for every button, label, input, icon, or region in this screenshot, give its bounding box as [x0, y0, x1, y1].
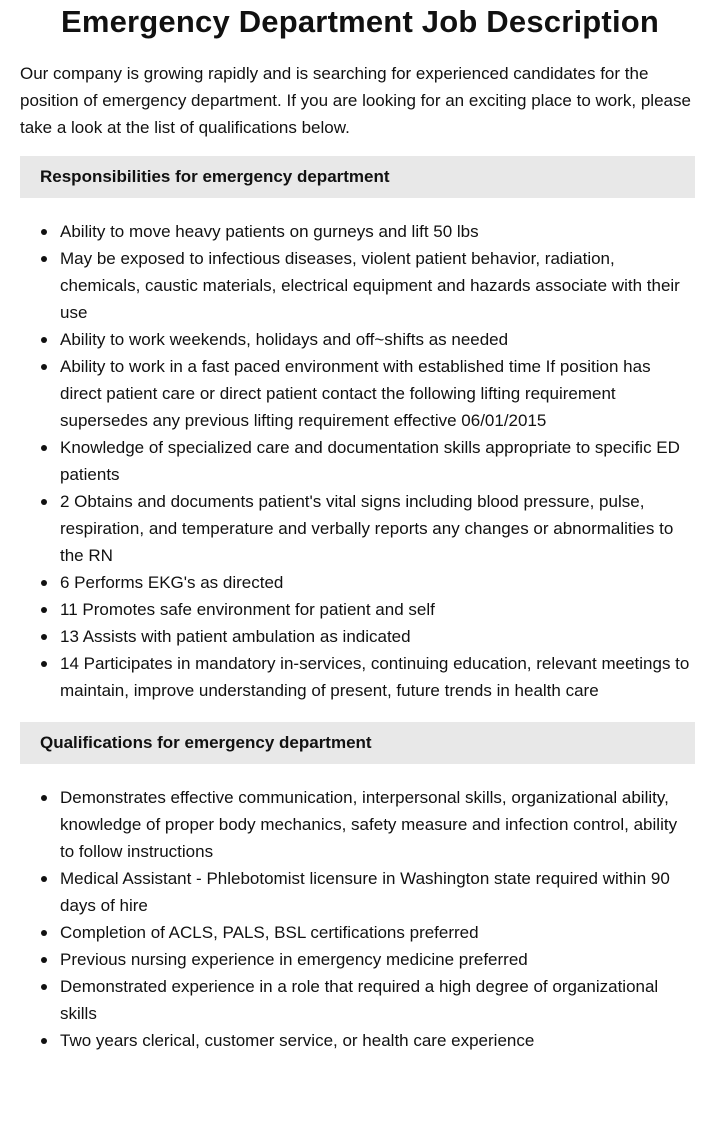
list-item: Demonstrated experience in a role that required a high degree of organizational skills [20, 973, 695, 1027]
list-item: 6 Performs EKG's as directed [20, 569, 695, 596]
list-item: Ability to move heavy patients on gurneys and lift 50 lbs [20, 218, 695, 245]
list-item: 14 Participates in mandatory in-services, continuing education, relevant meetings to maintain, improve understanding of present, future trends in health care [20, 650, 695, 704]
list-item: Previous nursing experience in emergency medicine preferred [20, 946, 695, 973]
responsibilities-list [20, 218, 695, 704]
list-item: Ability to work in a fast paced environment with established time If position has direct patient care or direct patient contact the following lifting requirement supersedes any previous lifting requirement effective 06/01/2015 [20, 353, 695, 434]
list-item: Two years clerical, customer service, or health care experience [20, 1027, 695, 1054]
list-item: May be exposed to infectious diseases, violent patient behavior, radiation, chemicals, caustic materials, electrical equipment and hazards associate with their use [20, 245, 695, 326]
intro-paragraph: Our company is growing rapidly and is searching for experienced candidates for the position of emergency department. If you are looking for an exciting place to work, please take a look at the list of qualifications below. [20, 64, 691, 137]
list-item: Completion of ACLS, PALS, BSL certifications preferred [20, 919, 695, 946]
list-item: 11 Promotes safe environment for patient and self [20, 596, 695, 623]
list-item: Ability to work weekends, holidays and off~shifts as needed [20, 326, 695, 353]
list-item: Medical Assistant - Phlebotomist licensure in Washington state required within 90 days of hire [20, 865, 695, 919]
qualifications-list [20, 784, 695, 1054]
page-title: Emergency Department Job Description [60, 4, 660, 39]
list-item: 13 Assists with patient ambulation as indicated [20, 623, 695, 650]
list-item: Knowledge of specialized care and documentation skills appropriate to specific ED patients [20, 434, 695, 488]
responsibilities-heading: Responsibilities for emergency department [20, 156, 695, 198]
list-item: Demonstrates effective communication, interpersonal skills, organizational ability, knowledge of proper body mechanics, safety measure and infection control, ability to follow instructions [20, 784, 695, 865]
qualifications-heading: Qualifications for emergency department [20, 722, 695, 764]
list-item: 2 Obtains and documents patient's vital signs including blood pressure, pulse, respiration, and temperature and verbally reports any changes or abnormalities to the RN [20, 488, 695, 569]
